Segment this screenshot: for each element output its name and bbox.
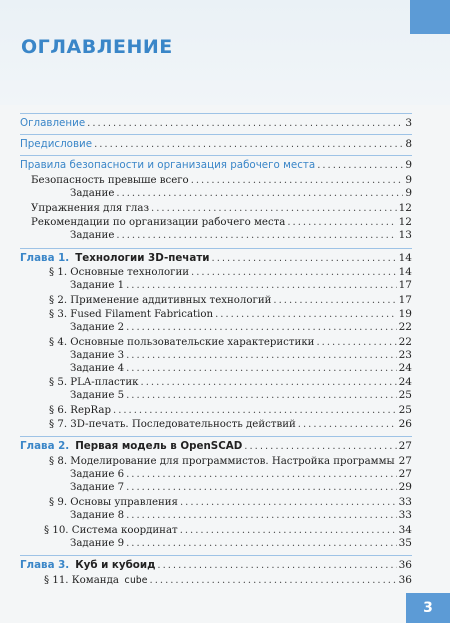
toc-chapter-2[interactable]	[20, 440, 412, 454]
leader-dots	[151, 203, 397, 214]
leader-dots	[157, 560, 396, 571]
toc-entry[interactable]	[49, 266, 412, 280]
entry-label: § 9. Основы управления	[49, 497, 178, 508]
entry-page: 8	[405, 138, 412, 150]
entry-page: 36	[398, 574, 412, 586]
toc-entry-task[interactable]	[70, 481, 412, 495]
entry-label: § 5. PLA-пластик	[49, 377, 139, 388]
entry-label: Рекомендации по организации рабочего места	[31, 217, 286, 228]
leader-dots	[191, 267, 397, 278]
leader-dots	[126, 482, 397, 493]
entry-label: § 6. RepRap	[49, 405, 112, 416]
toc-entry[interactable]	[49, 496, 412, 510]
entry-label: Задание 8	[70, 510, 125, 521]
entry-page: 14	[398, 266, 412, 278]
leader-dots	[116, 188, 403, 199]
toc-entry[interactable]	[49, 376, 412, 390]
entry-page: 36	[398, 559, 412, 571]
entry-page: 9	[405, 174, 412, 186]
toc-entry[interactable]	[49, 336, 412, 350]
entry-label: § 2. Применение аддитивных технологий	[49, 295, 272, 306]
entry-label: § 4. Основные пользовательские характеристики	[49, 337, 315, 348]
entry-label: § 1. Основные технологии	[49, 267, 190, 278]
chapter-number: Глава 2.	[20, 440, 70, 452]
entry-label: § 11. Команда	[44, 575, 119, 586]
entry-page: 22	[398, 321, 412, 333]
leader-dots	[212, 253, 397, 264]
leader-dots	[113, 405, 397, 416]
entry-label: Задание 6	[70, 469, 125, 480]
toc-entry-task[interactable]	[70, 537, 412, 551]
leader-dots	[126, 350, 397, 361]
separator	[20, 248, 412, 249]
leader-dots	[180, 525, 397, 536]
leader-dots	[126, 469, 397, 480]
leader-dots	[298, 419, 397, 430]
toc-chapter-3[interactable]	[20, 559, 412, 573]
toc-entry-task[interactable]	[70, 187, 412, 201]
toc-entry-contents[interactable]	[20, 117, 412, 131]
page-number-badge: 3	[406, 593, 450, 623]
leader-dots	[87, 118, 403, 129]
entry-page: 25	[398, 389, 412, 401]
entry-page: 24	[398, 362, 412, 374]
toc-entry-task[interactable]	[70, 321, 412, 335]
entry-label: Задание 4	[70, 363, 125, 374]
entry-page: 12	[398, 202, 412, 214]
entry-label: Задание 7	[70, 482, 125, 493]
chapter-number: Глава 1.	[20, 252, 70, 264]
entry-page: 33	[398, 509, 412, 521]
leader-dots	[126, 538, 397, 549]
separator	[20, 436, 412, 437]
entry-label: Безопасность превыше всего	[31, 175, 189, 186]
toc-entry-task[interactable]	[70, 349, 412, 363]
leader-dots	[273, 295, 396, 306]
entry-label: Задание	[70, 230, 115, 241]
leader-dots	[287, 217, 396, 228]
entry-label: Задание 5	[70, 390, 125, 401]
entry-page: 35	[398, 537, 412, 549]
entry-label: Правила безопасности и организация рабочего места	[20, 159, 316, 171]
entry-page: 29	[398, 481, 412, 493]
entry-page: 34	[398, 524, 412, 536]
toc-entry[interactable]	[31, 216, 412, 230]
entry-label: Задание 2	[70, 322, 125, 333]
entry-page: 23	[398, 349, 412, 361]
entry-page: 27	[398, 455, 412, 467]
entry-label: Оглавление	[20, 117, 86, 129]
toc-entry[interactable]	[49, 294, 412, 308]
leader-dots	[126, 280, 397, 291]
entry-page: 27	[398, 440, 412, 452]
toc-entry-task[interactable]	[70, 362, 412, 376]
toc-chapter-1[interactable]	[20, 252, 412, 266]
separator	[20, 155, 412, 156]
chapter-number: Глава 3.	[20, 559, 70, 571]
entry-page: 17	[398, 279, 412, 291]
toc-entry[interactable]	[31, 174, 412, 188]
entry-code: cube	[123, 575, 148, 586]
leader-dots	[126, 390, 397, 401]
leader-dots	[191, 175, 404, 186]
entry-label: Задание 9	[70, 538, 125, 549]
leader-dots	[141, 377, 397, 388]
corner-tab	[410, 0, 450, 34]
toc-entry[interactable]	[31, 202, 412, 216]
toc-entry-task[interactable]	[70, 509, 412, 523]
toc-entry[interactable]	[44, 574, 412, 588]
entry-label: Задание	[70, 188, 115, 199]
leader-dots	[126, 510, 397, 521]
toc-entry[interactable]	[49, 308, 412, 322]
entry-page: 14	[398, 252, 412, 264]
entry-page: 26	[398, 418, 412, 430]
entry-page: 9	[405, 187, 412, 199]
entry-page: 13	[398, 229, 412, 241]
entry-page: 24	[398, 376, 412, 388]
toc-entry-task[interactable]	[70, 229, 412, 243]
leader-dots	[316, 337, 396, 348]
entry-page: 3	[405, 117, 412, 129]
entry-page: 17	[398, 294, 412, 306]
entry-label: § 10. Система координат	[44, 525, 178, 536]
toc-entry-safety[interactable]	[20, 159, 412, 173]
leader-dots	[180, 497, 397, 508]
leader-dots	[244, 441, 396, 452]
entry-label: § 3. Fused Filament Fabrication	[49, 309, 214, 320]
toc-entry[interactable]	[44, 524, 412, 538]
leader-dots	[215, 309, 397, 320]
leader-dots	[126, 363, 397, 374]
separator	[20, 555, 412, 556]
toc-entry-preface[interactable]	[20, 138, 412, 152]
toc-entry[interactable]	[49, 418, 412, 432]
entry-label: Задание 1	[70, 280, 125, 291]
entry-label: Упражнения для глаз	[31, 203, 150, 214]
leader-dots	[317, 160, 403, 171]
chapter-title: Первая модель в OpenSCAD	[75, 440, 243, 452]
entry-label: § 7. 3D-печать. Последовательность действий	[49, 419, 296, 430]
leader-dots	[150, 575, 397, 586]
toc-entry-task[interactable]	[70, 468, 412, 482]
leader-dots	[94, 139, 403, 150]
entry-page: 19	[398, 308, 412, 320]
toc-entry-task[interactable]	[70, 279, 412, 293]
chapter-title: Куб и кубоид	[75, 559, 156, 571]
separator	[20, 113, 412, 114]
separator	[20, 134, 412, 135]
page-title: ОГЛАВЛЕНИЕ	[21, 36, 173, 58]
entry-label: Задание 3	[70, 350, 125, 361]
leader-dots	[126, 322, 397, 333]
entry-page: 27	[398, 468, 412, 480]
entry-page: 33	[398, 496, 412, 508]
entry-page: 22	[398, 336, 412, 348]
toc-entry-task[interactable]	[70, 389, 412, 403]
chapter-title: Технологии 3D-печати	[75, 252, 210, 264]
entry-page: 12	[398, 216, 412, 228]
leader-dots	[116, 230, 396, 241]
entry-label: Предисловие	[20, 138, 93, 150]
toc-entry[interactable]	[49, 404, 412, 418]
entry-label: § 8. Моделирование для программистов. Настройка программы	[49, 456, 395, 467]
entry-page: 25	[398, 404, 412, 416]
toc-entry[interactable]	[49, 455, 412, 469]
entry-page: 9	[405, 159, 412, 171]
